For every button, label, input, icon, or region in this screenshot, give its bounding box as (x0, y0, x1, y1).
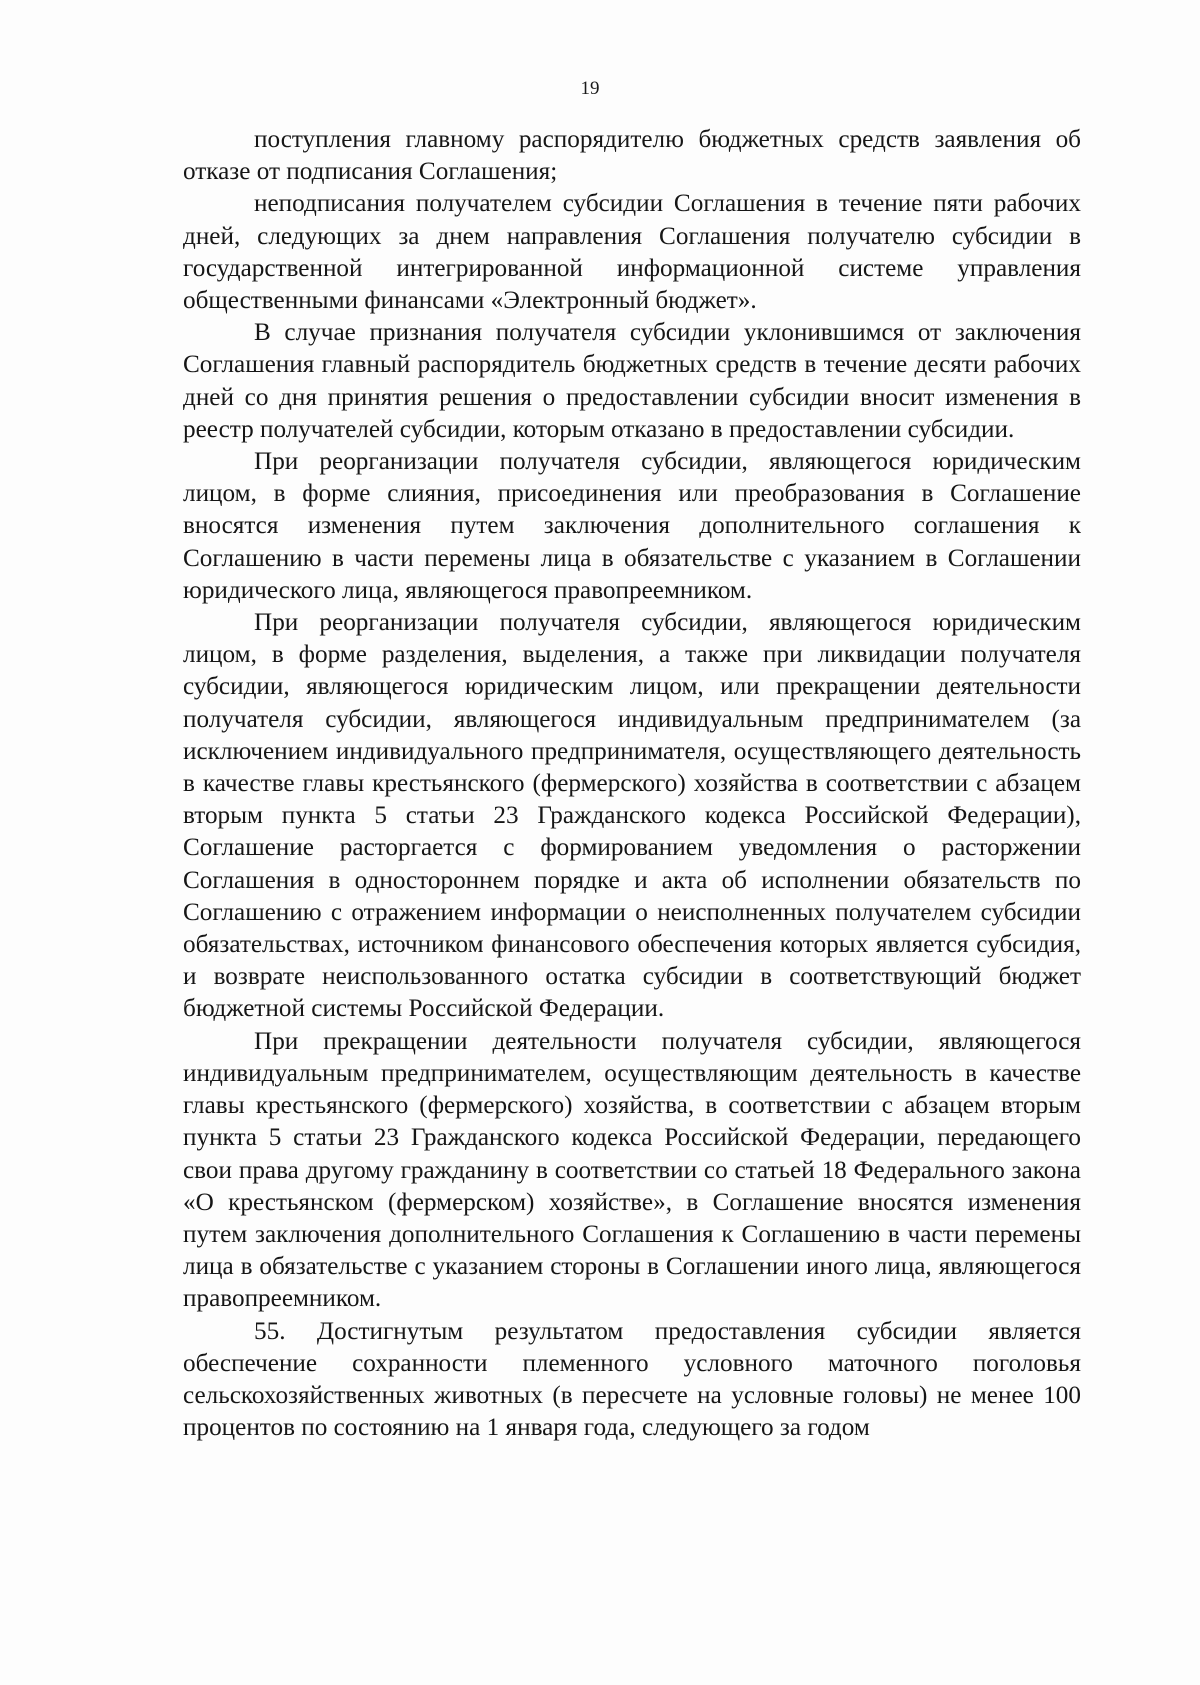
paragraph-2: неподписания получателем субсидии Соглашения в течение пяти рабочих дней, следующих за днем направления Соглашения получателю субсидии в государственной интегрированной информационной системе управления общественными финансами «Электронный бюджет». (183, 190, 1081, 315)
paragraph-1: поступления главному распорядителю бюджетных средств заявления об отказе от подписания Соглашения; (183, 126, 1081, 186)
paragraph-3: В случае признания получателя субсидии уклонившимся от заключения Соглашения главный распорядитель бюджетных средств в течение десяти рабочих дней со дня принятия решения о предоставлении субсидии вносит изменения в реестр получателей субсидии, которым отказано в предоставлении субсидии. (183, 319, 1081, 443)
document-body (183, 124, 1081, 1444)
paragraph-6: При прекращении деятельности получателя субсидии, являющегося индивидуальным предпринимателем, осуществляющим деятельность в качестве главы крестьянского (фермерского) хозяйства, в соответствии с абзацем вторым пункта 5 статьи 23 Гражданского кодекса Российской Федерации, передающего свои права другому гражданину в соответствии со статьей 18 Федерального закона «О крестьянском (фермерском) хозяйстве», в Соглашение вносятся изменения путем заключения дополнительного Соглашения к Соглашению в части перемены лица в обязательстве с указанием стороны в Соглашении иного лица, являющегося правопреемником. (183, 1027, 1081, 1313)
paragraph-4: При реорганизации получателя субсидии, являющегося юридическим лицом, в форме слияния, присоединения или преобразования в Соглашение вносятся изменения путем заключения дополнительного соглашения к Соглашению в части перемены лица в обязательстве с указанием в Соглашении юридического лица, являющегося правопреемником. (183, 448, 1081, 604)
page-number: 19 (580, 78, 600, 99)
paragraph-7: 55. Достигнутым результатом предоставления субсидии является обеспечение сохранности племенного условного маточного поголовья сельскохозяйственных животных (в пересчете на условные головы) не менее 100 процентов по состоянию на 1 января года, следующего за годом (183, 1317, 1081, 1442)
paragraph-5: При реорганизации получателя субсидии, являющегося юридическим лицом, в форме разделения, выделения, а также при ликвидации получателя субсидии, являющегося юридическим лицом, или прекращении деятельности получателя субсидии, являющегося индивидуальным предпринимателем (за исключением индивидуального предпринимателя, осуществляющего деятельность в качестве главы крестьянского (фермерского) хозяйства в соответствии с абзацем вторым пункта 5 статьи 23 Гражданского кодекса Российской Федерации), Соглашение расторгается с формированием уведомления о расторжении Соглашения в одностороннем порядке и акта об исполнении обязательств по Соглашению с отражением информации о неисполненных получателем субсидии обязательствах, источником финансового обеспечения которых является субсидия, и возврате неиспользованного остатка субсидии в соответствующий бюджет бюджетной системы Российской Федерации. (183, 609, 1081, 1023)
